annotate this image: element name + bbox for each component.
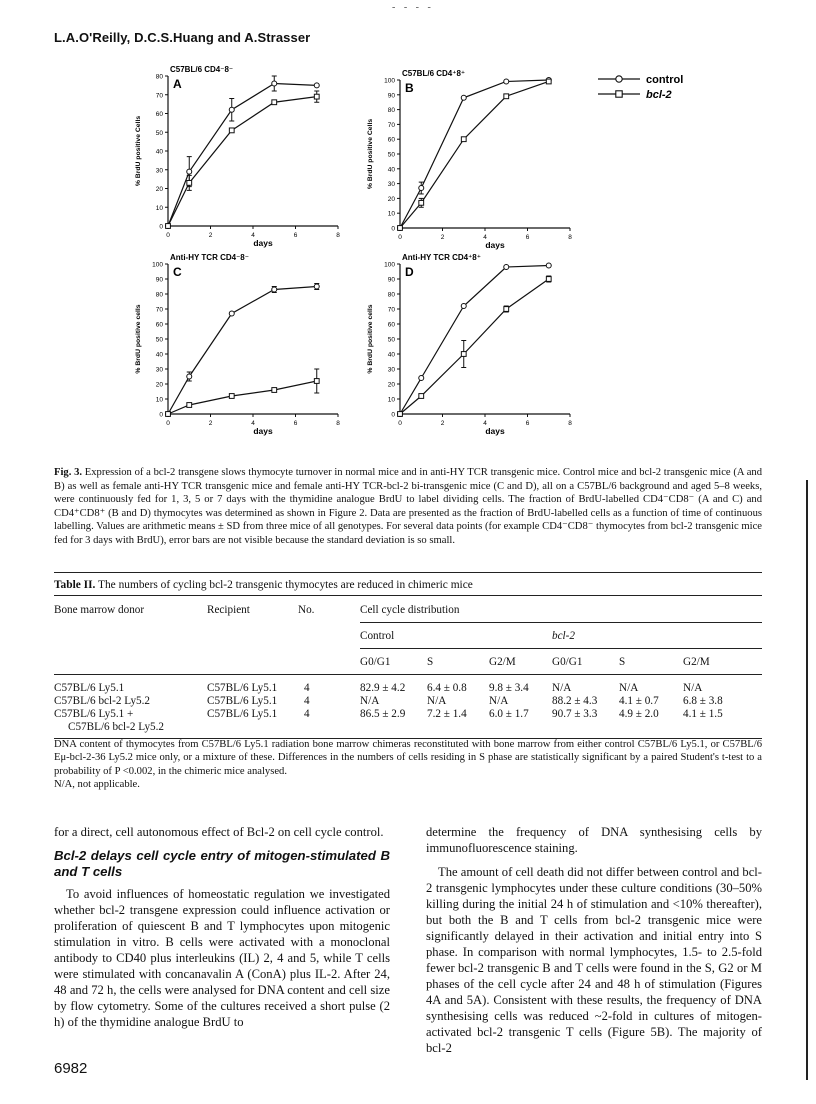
data-point-control [187, 169, 192, 174]
right-paragraph-2: The amount of cell death did not differ between control and bcl-2 transgenic lymphocytes under these culture conditions (30–50% killing during the initial 24 h of stimulation and <10% thereafter), but both the B and T cells from bcl-2 transgenic mice were significantly delayed in their activation and initial entry into S phase. In comparison with normal lymphocytes, 1.5- to 2.5-fold fewer bcl-2 transgenic B and T cells were found in the S, G2 or M phases of the cell cycle after 24 and 48 h of stimulation (Figures 4A and 5A). Consistent with these results, the frequency of DNA synthesising cells was reduced ~2-fold in cultures of mitogen-activated bcl-2 transgenic T cells (Figure 5B). The majority of bcl-2 [426, 865, 762, 1055]
data-point-bcl2 [314, 94, 319, 99]
x-tick-label: 0 [398, 234, 402, 241]
header-bcl2-g0g1: G0/G1 [552, 648, 619, 674]
y-tick-label: 80 [155, 73, 163, 81]
data-point-control [419, 186, 424, 191]
header-cell-cycle: Cell cycle distribution [360, 596, 762, 622]
table-title-row [54, 572, 762, 596]
scan-edge-bar [806, 480, 808, 1080]
y-tick-label: 90 [387, 92, 395, 100]
data-point-bcl2 [398, 412, 403, 417]
figure-caption [54, 466, 762, 548]
panel-letter: D [405, 265, 414, 279]
data-point-control [461, 95, 466, 100]
y-tick-label: 70 [155, 306, 163, 314]
x-tick-label: 0 [398, 420, 402, 427]
y-tick-label: 10 [387, 210, 395, 218]
y-tick-label: 20 [155, 381, 163, 389]
legend-bcl2-label: bcl-2 [646, 89, 672, 101]
table-note-text: DNA content of thymocytes from C57BL/6 Ly5.1 radiation bone marrow chimeras reconstituted with bone marrow from either control C57BL/6 Ly5.1, or C57BL/6 Eμ-bcl-2-36 Ly5.2 mice only, or a mixture of these. Differences in the numbers of cells residing in S phase are statistically significant by a paired Student's t-test to a probability of P <0.002, in the chimeric mice analysed. [54, 739, 762, 777]
table-row: C57BL/6 bcl-2 Ly5.2 C57BL/6 Ly5.1 4 N/A N/A N/A 88.2 ± 4.3 4.1 ± 0.7 6.8 ± 3.8 [54, 695, 723, 707]
top-mark: - - - - [392, 2, 434, 13]
panel-title: Anti-HY TCR CD4⁺8⁺ [402, 253, 481, 262]
y-tick-label: 40 [387, 166, 395, 174]
left-paragraph-1: for a direct, cell autonomous effect of Bcl-2 on cell cycle control. [54, 825, 384, 839]
x-tick-label: 4 [483, 234, 487, 241]
y-tick-label: 60 [387, 136, 395, 144]
figure-3 [0, 0, 816, 460]
y-tick-label: 80 [155, 291, 163, 299]
y-tick-label: 30 [387, 181, 395, 189]
x-axis-label: days [485, 426, 505, 436]
data-point-bcl2 [187, 403, 192, 408]
data-point-control [187, 374, 192, 379]
x-tick-label: 2 [440, 234, 445, 241]
header-recipient: Recipient [207, 604, 250, 616]
y-tick-label: 0 [391, 411, 395, 419]
left-paragraph-2: To avoid influences of homeostatic regulation we investigated whether bcl-2 transgene expression could influence activation or proliferation of quiescent B and T lymphocytes upon mitogenic stimulation in vitro. B cells were activated with a monoclonal antibody to CD40 plus interleukins (IL) 2, 4 and 5, while T cells were stimulated with concanavalin A (ConA) plus IL-2. After 24, 48 and 72 h, the cells were analysed for DNA content and cell size by flow cytometry. Some of the cultures received a short pulse (2 h) of the thymidine analogue BrdU to [54, 887, 390, 1029]
y-tick-label: 20 [155, 186, 163, 193]
table-title: The numbers of cycling bcl-2 transgenic thymocytes are reduced in chimeric mice [98, 579, 473, 591]
panel-title: C57BL/6 CD4⁻8⁻ [170, 65, 234, 74]
header-bcl2-s: S [619, 648, 683, 674]
panel-c [135, 253, 340, 436]
y-tick-label: 50 [387, 151, 395, 159]
header-bcl2-g2m: G2/M [683, 648, 762, 674]
data-point-bcl2 [419, 394, 424, 399]
table-ii [54, 572, 762, 739]
y-tick-label: 70 [155, 92, 163, 100]
legend-control-marker [616, 76, 622, 82]
y-tick-label: 80 [387, 107, 395, 115]
data-point-bcl2 [546, 79, 551, 84]
data-point-bcl2 [461, 352, 466, 357]
series-line-control [400, 80, 549, 228]
data-point-bcl2 [229, 128, 234, 133]
data-point-control [546, 263, 551, 268]
right-column [426, 824, 762, 1064]
series-line-bcl2 [168, 97, 317, 226]
y-tick-label: 60 [387, 321, 395, 329]
y-axis-label: % BrdU positive Cells [367, 118, 374, 190]
y-tick-label: 80 [387, 291, 395, 299]
data-point-bcl2 [229, 394, 234, 399]
data-point-bcl2 [504, 307, 509, 312]
y-tick-label: 90 [155, 276, 163, 284]
y-tick-label: 50 [387, 336, 395, 344]
data-point-bcl2 [187, 180, 192, 185]
y-axis-label: % BrdU positive cells [135, 304, 142, 374]
header-no: No. [298, 604, 315, 616]
x-tick-label: 0 [166, 420, 170, 427]
y-tick-label: 40 [387, 351, 395, 359]
x-tick-label: 4 [251, 232, 255, 239]
panel-title: C57BL/6 CD4⁺8⁺ [402, 69, 466, 78]
data-point-bcl2 [398, 226, 403, 231]
data-point-control [419, 376, 424, 381]
x-tick-label: 6 [525, 234, 530, 241]
data-point-control [229, 311, 234, 316]
running-header-authors: L.A.O'Reilly, D.C.S.Huang and A.Strasser [54, 30, 311, 45]
header-control-s: S [427, 648, 489, 674]
y-tick-label: 50 [155, 336, 163, 344]
data-point-control [314, 83, 319, 88]
y-tick-label: 50 [155, 129, 163, 137]
caption-label: Fig. 3. [54, 467, 83, 478]
y-tick-label: 10 [155, 396, 163, 404]
x-tick-label: 2 [208, 232, 213, 239]
header-bcl2: bcl-2 [552, 622, 762, 648]
data-point-bcl2 [419, 200, 424, 205]
section-heading: Bcl-2 delays cell cycle entry of mitogen-stimulated B and T cells [54, 848, 390, 879]
data-point-bcl2 [504, 94, 509, 99]
y-tick-label: 0 [391, 225, 395, 233]
data-point-bcl2 [546, 277, 551, 282]
panel-letter: B [405, 81, 414, 95]
x-axis-label: days [253, 238, 273, 248]
y-tick-label: 100 [152, 261, 163, 269]
y-tick-label: 10 [387, 396, 395, 404]
y-tick-label: 0 [159, 411, 163, 419]
header-control: Control [360, 622, 552, 648]
table-row: C57BL/6 Ly5.1 + C57BL/6 bcl-2 Ly5.2 C57BL/6 Ly5.1 4 86.5 ± 2.9 7.2 ± 1.4 6.0 ± 1.7 90.7 ± 3.3 4.9 ± 2.0 4.1 ± 1.5 [54, 708, 762, 739]
y-tick-label: 0 [159, 223, 163, 231]
data-point-control [272, 81, 277, 86]
y-tick-label: 70 [387, 121, 395, 129]
legend-bcl2-marker [616, 91, 622, 97]
caption-text: Expression of a bcl-2 transgene slows thymocyte turnover in normal mice and in anti-HY TCR transgenic mice. Control mice and bcl-2 transgenic mice (A and B) as well as female anti-HY TCR transgenic mice and female anti-HY TCR-bcl-2 bi-transgenic mice (C and D), all on a C57BL/6 background and aged 5–8 weeks, were continuously fed for 1, 3, 5 or 7 days with the thymidine analogue BrdU to label dividing cells. The fraction of BrdU-labelled CD4⁻CD8⁻ (A and C) and CD4⁺CD8⁺ (B and D) thymocytes was determined as shown in Figure 2. Data are presented as the fraction of BrdU-labelled cells as a function of time of continuous labelling. Values are arithmetic means ± SD from three mice of all genotypes. For several data points (for example CD4⁻CD8⁻ thymocytes from bcl-2 transgenic mice fed for 3 days with BrdU), error bars are not visible because the standard deviation is so small. [54, 467, 762, 546]
x-tick-label: 2 [208, 420, 213, 427]
x-tick-label: 6 [293, 232, 298, 239]
table-na-note: N/A, not applicable. [54, 779, 140, 791]
panel-letter: C [173, 265, 182, 279]
x-tick-label: 2 [440, 420, 445, 427]
y-tick-label: 30 [155, 366, 163, 374]
x-tick-label: 0 [166, 232, 170, 239]
x-tick-label: 8 [336, 232, 340, 239]
data-point-control [461, 304, 466, 309]
data-point-control [504, 265, 509, 270]
y-tick-label: 40 [155, 351, 163, 359]
y-tick-label: 60 [155, 321, 163, 329]
y-tick-label: 70 [387, 306, 395, 314]
data-point-control [272, 287, 277, 292]
data-point-control [504, 79, 509, 84]
data-point-control [314, 284, 319, 289]
series-line-bcl2 [168, 381, 317, 414]
y-tick-label: 100 [384, 261, 395, 269]
left-column [54, 824, 390, 1038]
panel-a [135, 65, 340, 248]
x-tick-label: 4 [251, 420, 255, 427]
x-tick-label: 8 [336, 420, 340, 427]
x-axis-label: days [253, 426, 273, 436]
y-tick-label: 30 [155, 167, 163, 175]
y-tick-label: 20 [387, 195, 395, 203]
cell-cycle-table [54, 596, 762, 739]
data-point-control [229, 107, 234, 112]
panel-d [367, 253, 572, 436]
y-axis-label: % BrdU positive Cells [135, 115, 142, 187]
data-point-bcl2 [272, 388, 277, 393]
table-label: Table II. [54, 579, 96, 591]
data-point-bcl2 [166, 224, 171, 229]
x-axis-label: days [485, 240, 505, 250]
page-number: 6982 [54, 1060, 88, 1077]
data-point-bcl2 [272, 100, 277, 105]
legend-control-label: control [646, 74, 684, 86]
legend [598, 74, 683, 101]
panel-letter: A [173, 77, 182, 91]
x-tick-label: 4 [483, 420, 487, 427]
data-point-bcl2 [166, 412, 171, 417]
y-axis-label: % BrdU positive cells [367, 304, 374, 374]
series-line-control [400, 266, 549, 415]
data-point-bcl2 [461, 137, 466, 142]
right-paragraph-1: determine the frequency of DNA synthesising cells by immunofluorescence staining. [426, 825, 762, 855]
table-row: C57BL/6 Ly5.1 C57BL/6 Ly5.1 4 82.9 ± 4.2 6.4 ± 0.8 9.8 ± 3.4 N/A N/A N/A [54, 682, 703, 694]
series-line-control [168, 84, 317, 227]
table-footnote [54, 738, 762, 792]
x-tick-label: 8 [568, 420, 572, 427]
series-line-bcl2 [400, 81, 549, 228]
panel-title: Anti-HY TCR CD4⁻8⁻ [170, 253, 249, 262]
y-tick-label: 60 [155, 111, 163, 118]
header-control-g2m: G2/M [489, 648, 552, 674]
y-tick-label: 90 [387, 276, 395, 284]
y-tick-label: 10 [155, 204, 163, 212]
y-tick-label: 20 [387, 381, 395, 389]
x-tick-label: 6 [293, 420, 298, 427]
header-control-g0g1: G0/G1 [360, 648, 427, 674]
header-donor: Bone marrow donor [54, 604, 145, 616]
x-tick-label: 6 [525, 420, 530, 427]
x-tick-label: 8 [568, 234, 572, 241]
y-tick-label: 40 [155, 148, 163, 156]
y-tick-label: 30 [387, 366, 395, 374]
panel-b [367, 69, 572, 250]
y-tick-label: 100 [384, 77, 395, 85]
data-point-bcl2 [314, 379, 319, 384]
